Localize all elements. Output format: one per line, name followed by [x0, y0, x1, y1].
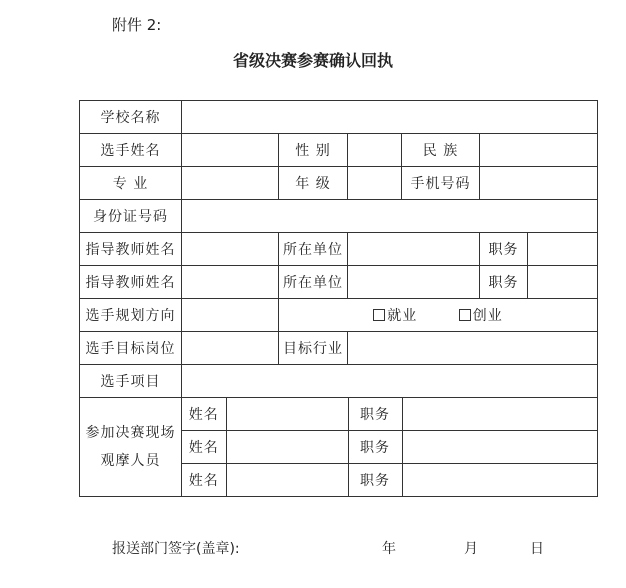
career-direction-label: 选手规划方向: [80, 299, 182, 332]
option-employment[interactable]: [373, 308, 417, 324]
advisor-name-field[interactable]: [182, 266, 279, 299]
signature-year: 年: [382, 541, 396, 557]
school-name-label: 学校名称: [80, 101, 182, 134]
contestant-name-label: 选手姓名: [80, 134, 182, 167]
position-label: 职务: [480, 233, 528, 266]
observer-position-field[interactable]: [402, 464, 598, 497]
target-industry-label: 目标行业: [279, 332, 348, 365]
ethnicity-field[interactable]: [480, 134, 598, 167]
observer-row: [182, 431, 598, 464]
observer-row: [182, 464, 598, 497]
row-major: [80, 167, 598, 200]
project-label: 选手项目: [80, 365, 182, 398]
advisor-name-field[interactable]: [182, 233, 279, 266]
grade-label: 年 级: [279, 167, 348, 200]
gender-field[interactable]: [348, 134, 402, 167]
career-direction-options: [279, 299, 598, 332]
affiliation-field[interactable]: [348, 233, 480, 266]
grade-field[interactable]: [348, 167, 402, 200]
observer-name-field[interactable]: [226, 464, 348, 497]
row-observers: [80, 398, 598, 497]
row-target: [80, 332, 598, 365]
affiliation-label: 所在单位: [279, 266, 348, 299]
advisor-name-label: 指导教师姓名: [80, 266, 182, 299]
major-label: 专 业: [80, 167, 182, 200]
row-contestant: [80, 134, 598, 167]
observer-name-label: 姓名: [182, 431, 226, 464]
observers-label-line1: 参加决赛现场: [85, 425, 176, 441]
option-entrepreneurship-label: 创业: [472, 308, 503, 324]
confirmation-form: [79, 100, 598, 497]
option-employment-label: 就业: [387, 308, 418, 324]
observers-grid: [182, 398, 598, 497]
gender-label: 性 别: [279, 134, 348, 167]
major-field[interactable]: [182, 167, 279, 200]
option-entrepreneurship[interactable]: [459, 308, 503, 324]
observer-row: [182, 398, 598, 431]
affiliation-field[interactable]: [348, 266, 480, 299]
observer-name-field[interactable]: [226, 431, 348, 464]
position-field[interactable]: [528, 233, 598, 266]
observer-position-label: 职务: [348, 464, 402, 497]
observers-table: [182, 398, 598, 496]
row-project: [80, 365, 598, 398]
school-name-field[interactable]: [182, 101, 598, 134]
phone-field[interactable]: [480, 167, 598, 200]
target-post-label: 选手目标岗位: [80, 332, 182, 365]
row-advisor-2: [80, 266, 598, 299]
target-industry-field[interactable]: [348, 332, 598, 365]
observer-name-label: 姓名: [182, 464, 226, 497]
ethnicity-label: 民 族: [402, 134, 480, 167]
observers-label-line2: 观摩人员: [100, 453, 161, 469]
position-label: 职务: [480, 266, 528, 299]
id-number-field[interactable]: [182, 200, 598, 233]
row-advisor-1: [80, 233, 598, 266]
project-field[interactable]: [182, 365, 598, 398]
row-id: [80, 200, 598, 233]
observer-position-field[interactable]: [402, 431, 598, 464]
career-direction-blank: [182, 299, 279, 332]
phone-label: 手机号码: [402, 167, 480, 200]
checkbox-icon[interactable]: [373, 309, 385, 321]
position-field[interactable]: [528, 266, 598, 299]
observers-label: [80, 398, 182, 497]
signature-day: 日: [530, 541, 544, 557]
id-number-label: 身份证号码: [80, 200, 182, 233]
attachment-label: 附件 2:: [112, 16, 162, 34]
observer-position-label: 职务: [348, 431, 402, 464]
target-post-field[interactable]: [182, 332, 279, 365]
row-school: [80, 101, 598, 134]
affiliation-label: 所在单位: [279, 233, 348, 266]
form-title: 省级决赛参赛确认回执: [232, 51, 393, 70]
observer-position-label: 职务: [348, 398, 402, 431]
row-career-direction: [80, 299, 598, 332]
observer-name-field[interactable]: [226, 398, 348, 431]
advisor-name-label: 指导教师姓名: [80, 233, 182, 266]
signature-label: 报送部门签字(盖章):: [112, 541, 240, 557]
checkbox-icon[interactable]: [459, 309, 471, 321]
observer-name-label: 姓名: [188, 407, 219, 423]
observer-position-field[interactable]: [402, 398, 598, 431]
signature-month: 月: [464, 541, 478, 557]
contestant-name-field[interactable]: [182, 134, 279, 167]
